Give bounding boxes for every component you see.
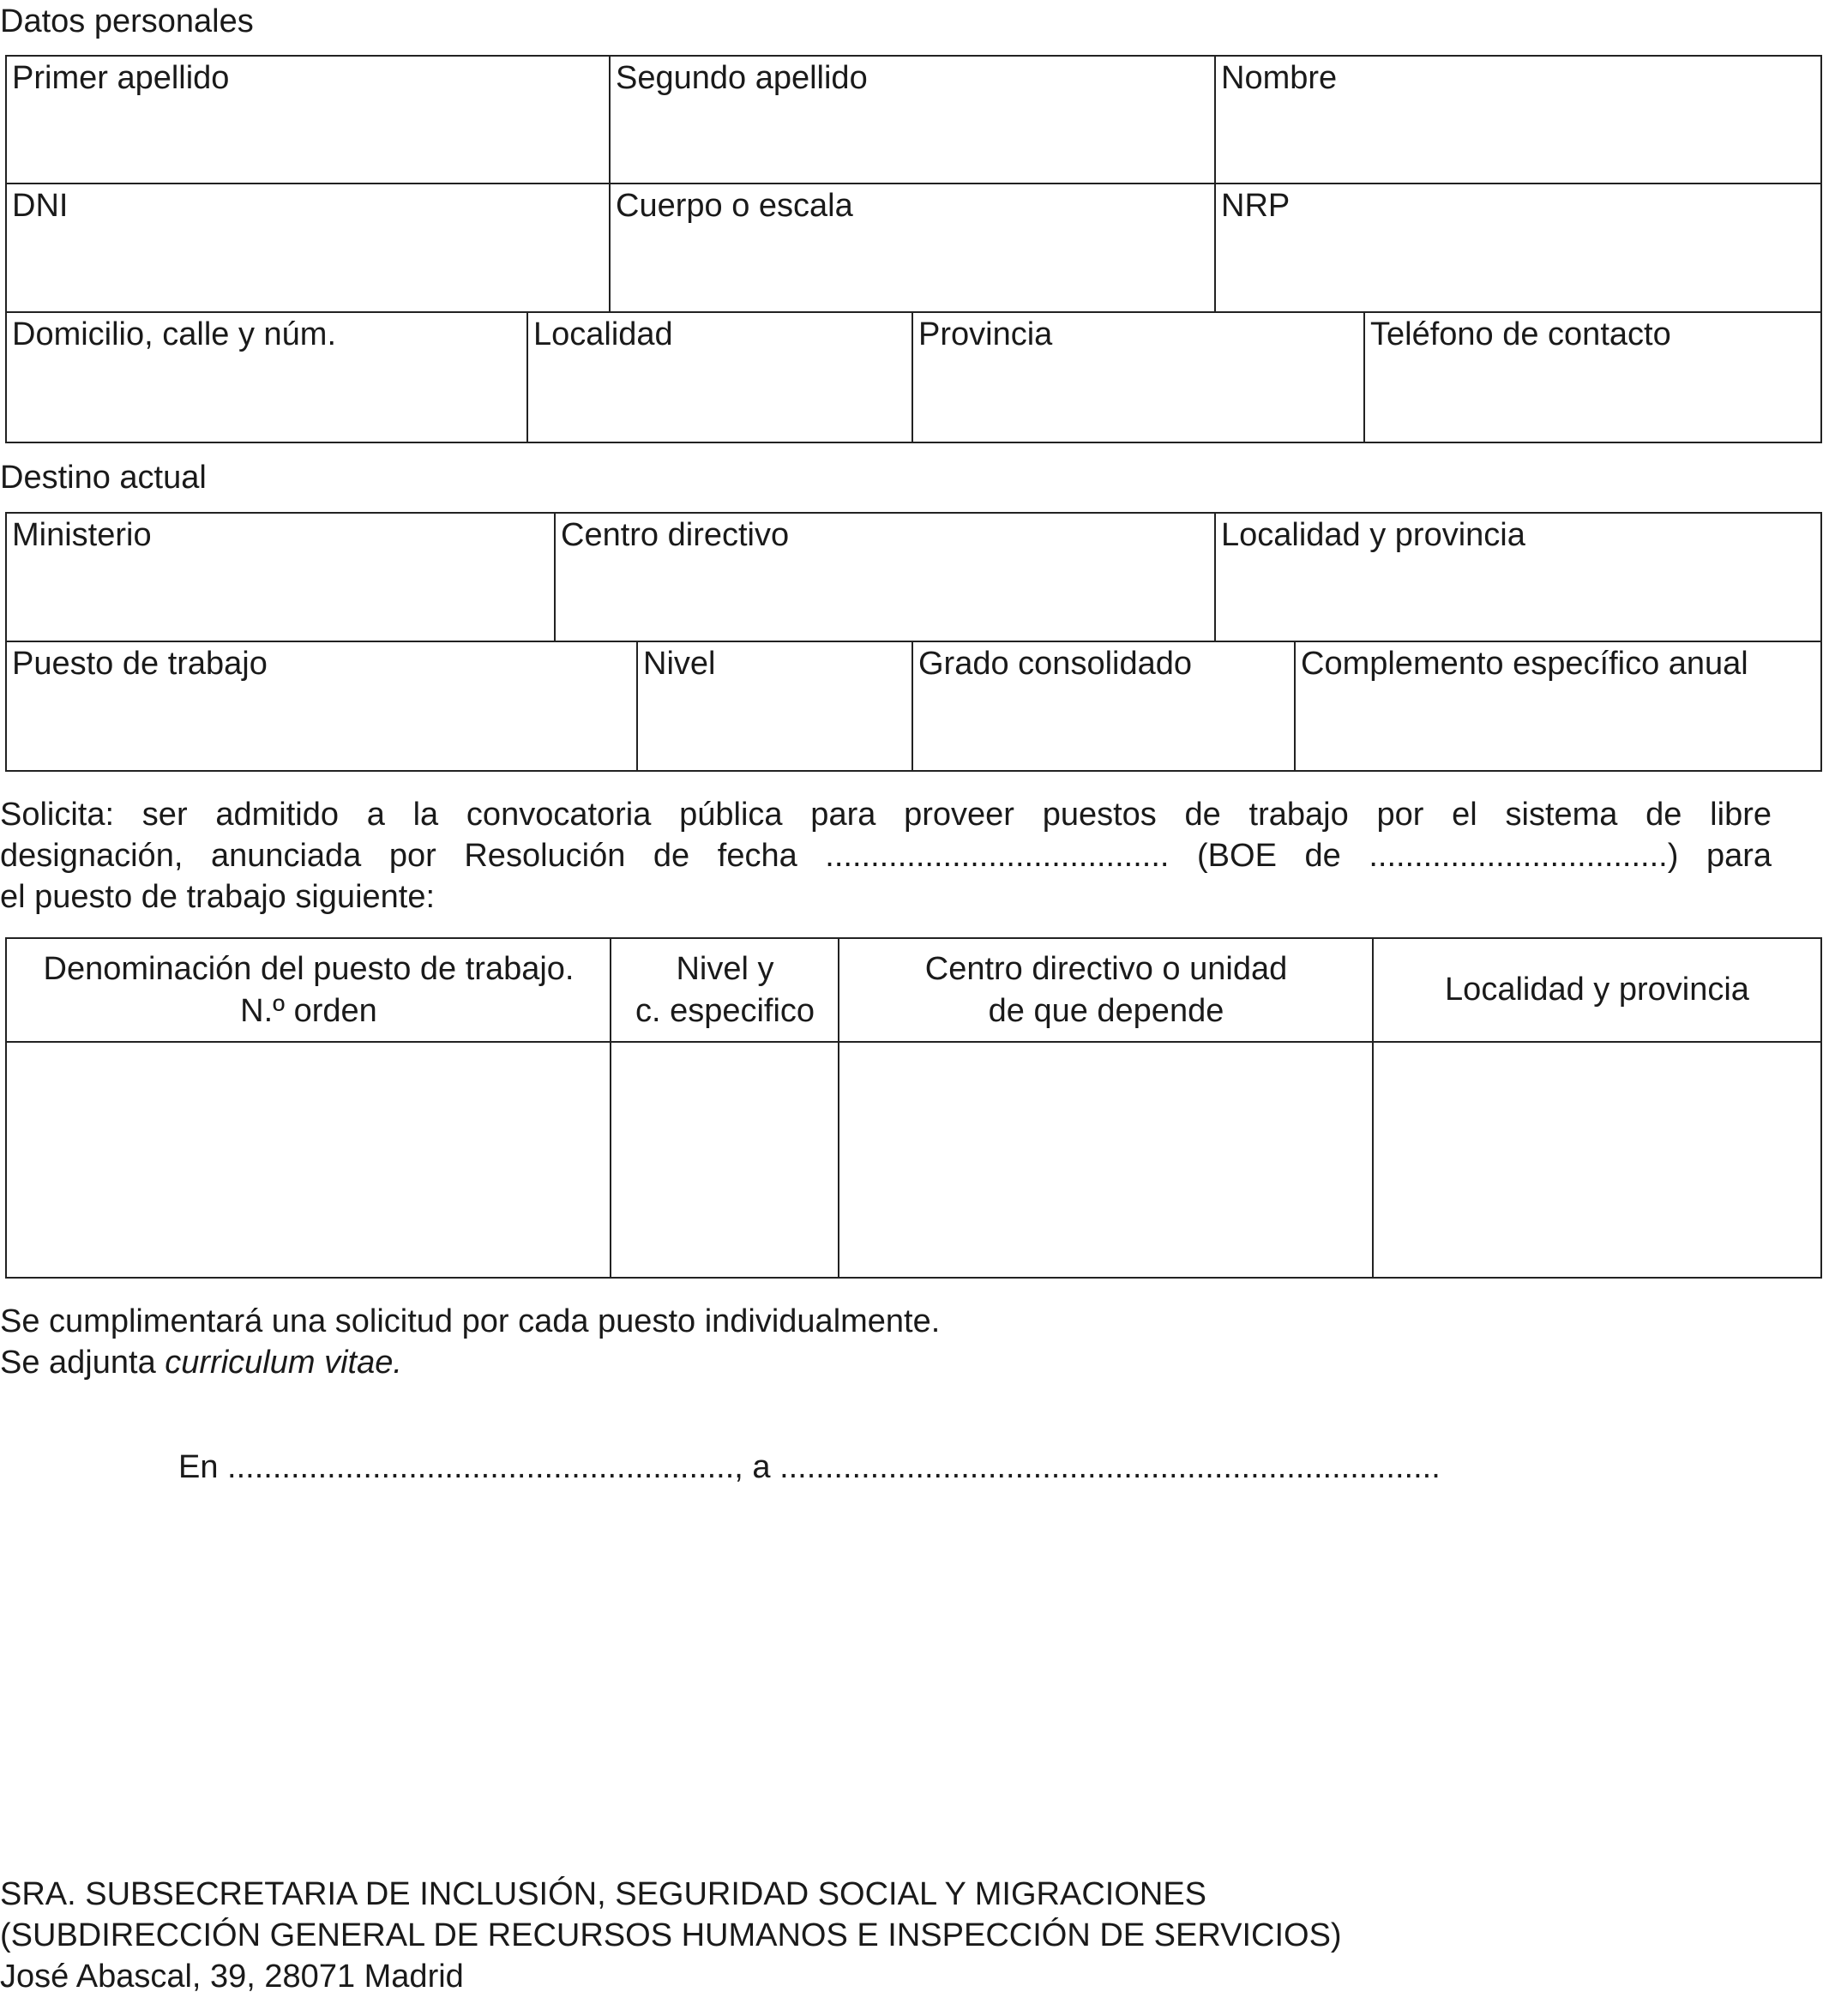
domicilio-label: Domicilio, calle y núm.: [12, 316, 336, 352]
job-table-header-denominacion: [5, 937, 612, 1044]
localidad-provincia-field[interactable]: [1221, 576, 1815, 636]
request-line-3: el puesto de trabajo siguiente:: [0, 879, 436, 915]
ministerio-label: Ministerio: [12, 517, 152, 553]
primer-apellido-cell[interactable]: [5, 55, 611, 185]
complemento-especifico-label: Complemento específico anual: [1301, 646, 1748, 682]
puesto-trabajo-label: Puesto de trabajo: [12, 646, 268, 682]
job-table-header-localidad: [1372, 937, 1822, 1044]
header-centro-line-1: Centro directivo o unidad: [924, 950, 1288, 987]
localidad-cell[interactable]: [526, 311, 914, 443]
provincia-field[interactable]: [918, 376, 1359, 436]
note-one-request-per-post: Se cumplimentará una solicitud por cada puesto individualmente.: [0, 1303, 941, 1339]
job-nivel-input[interactable]: [610, 1041, 840, 1279]
nombre-cell[interactable]: [1214, 55, 1822, 185]
cuerpo-escala-label: Cuerpo o escala: [616, 188, 853, 224]
localidad-provincia-cell[interactable]: [1214, 512, 1822, 643]
request-line-2: designación, anunciada por Resolución de fecha ...................................... (BOE de .................................) para: [0, 838, 1772, 874]
dni-label: DNI: [12, 188, 69, 224]
grado-consolidado-field[interactable]: [918, 705, 1290, 765]
complemento-especifico-field[interactable]: [1301, 705, 1815, 765]
primer-apellido-field[interactable]: [12, 118, 605, 178]
grado-consolidado-label: Grado consolidado: [918, 646, 1192, 682]
header-localidad-line-1: Localidad y provincia: [1445, 972, 1749, 1008]
section-title-current: Destino actual: [0, 460, 207, 496]
puesto-trabajo-field[interactable]: [12, 705, 632, 765]
centro-directivo-cell[interactable]: [554, 512, 1217, 643]
puesto-trabajo-cell[interactable]: [5, 641, 639, 772]
telefono-cell[interactable]: [1363, 311, 1822, 443]
provincia-cell[interactable]: [912, 311, 1366, 443]
note-curriculum-prefix: Se adjunta: [0, 1345, 165, 1381]
section-title-personal: Datos personales: [0, 3, 254, 39]
nrp-label: NRP: [1221, 188, 1291, 224]
localidad-label: Localidad: [533, 316, 673, 352]
job-denominacion-input[interactable]: [5, 1041, 612, 1279]
job-table-header-centro: [838, 937, 1375, 1044]
domicilio-cell[interactable]: [5, 311, 529, 443]
header-centro-line-2: de que depende: [988, 993, 1224, 1029]
segundo-apellido-cell[interactable]: [609, 55, 1217, 185]
nivel-cell[interactable]: [636, 641, 914, 772]
nivel-field[interactable]: [643, 705, 907, 765]
header-nivel-line-2: c. especifico: [635, 993, 815, 1029]
telefono-field[interactable]: [1370, 376, 1815, 436]
centro-directivo-label: Centro directivo: [561, 517, 790, 553]
ministerio-cell[interactable]: [5, 512, 557, 643]
job-localidad-input[interactable]: [1372, 1041, 1822, 1279]
request-paragraph: [0, 794, 1772, 918]
primer-apellido-label: Primer apellido: [12, 60, 230, 96]
grado-consolidado-cell[interactable]: [912, 641, 1297, 772]
nombre-label: Nombre: [1221, 60, 1338, 96]
segundo-apellido-field[interactable]: [616, 118, 1210, 178]
nivel-label: Nivel: [643, 646, 716, 682]
place-date-line: En ........................................................, a .........................................................................: [178, 1449, 1441, 1485]
note-curriculum-italic: curriculum vitae.: [165, 1345, 402, 1381]
domicilio-field[interactable]: [12, 376, 522, 436]
localidad-provincia-label: Localidad y provincia: [1221, 517, 1525, 553]
centro-directivo-field[interactable]: [561, 576, 1210, 636]
cuerpo-escala-cell[interactable]: [609, 183, 1217, 314]
header-denominacion-line-2: N.º orden: [240, 993, 377, 1029]
nrp-field[interactable]: [1221, 247, 1815, 307]
localidad-field[interactable]: [533, 376, 907, 436]
request-line-1: Solicita: ser admitido a la convocatoria pública para proveer puestos de trabajo por el sistema de libre: [0, 797, 1772, 833]
note-curriculum: [0, 1343, 402, 1384]
addressee-line-1: SRA. SUBSECRETARIA DE INCLUSIÓN, SEGURIDAD SOCIAL Y MIGRACIONES: [0, 1876, 1207, 1912]
ministerio-field[interactable]: [12, 576, 550, 636]
dni-field[interactable]: [12, 247, 605, 307]
telefono-label: Teléfono de contacto: [1370, 316, 1671, 352]
job-table-header-nivel: [610, 937, 840, 1044]
complemento-especifico-cell[interactable]: [1294, 641, 1822, 772]
nombre-field[interactable]: [1221, 118, 1815, 178]
header-denominacion-line-1: Denominación del puesto de trabajo.: [43, 950, 575, 987]
dni-cell[interactable]: [5, 183, 611, 314]
segundo-apellido-label: Segundo apellido: [616, 60, 868, 96]
cuerpo-escala-field[interactable]: [616, 247, 1210, 307]
addressee-line-3: José Abascal, 39, 28071 Madrid: [0, 1959, 464, 1995]
provincia-label: Provincia: [918, 316, 1053, 352]
job-centro-input[interactable]: [838, 1041, 1375, 1279]
addressee-line-2: (SUBDIRECCIÓN GENERAL DE RECURSOS HUMANOS E INSPECCIÓN DE SERVICIOS): [0, 1917, 1342, 1953]
nrp-cell[interactable]: [1214, 183, 1822, 314]
header-nivel-line-1: Nivel y: [676, 950, 774, 987]
